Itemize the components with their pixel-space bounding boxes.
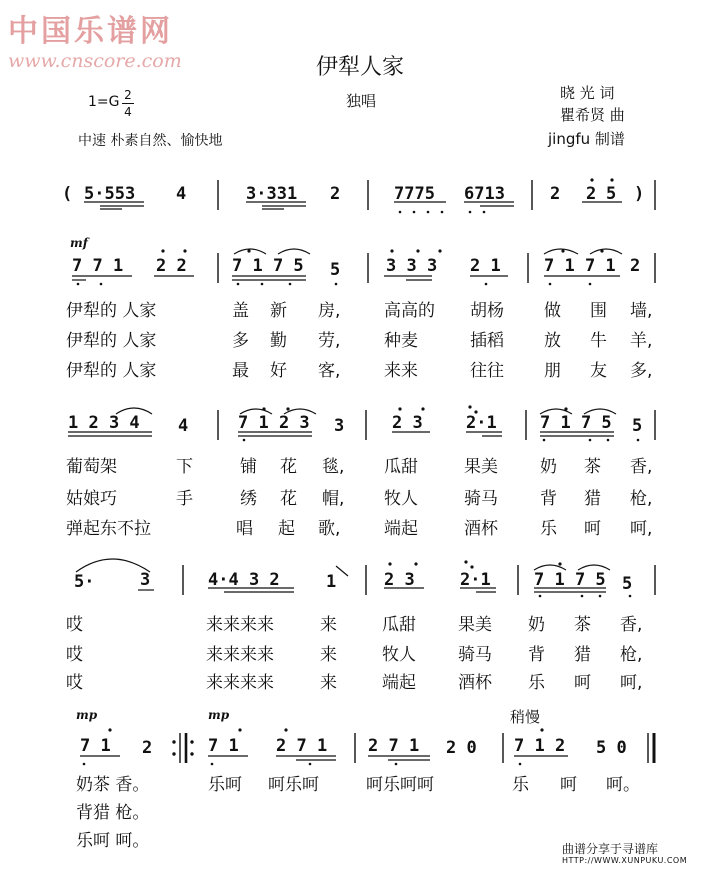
time-signature-top: 2 <box>124 88 132 102</box>
l2-v1-6: 做 <box>544 301 561 321</box>
l2-v3-1: 最 <box>232 361 249 381</box>
l3-v2-9: 枪, <box>630 489 653 509</box>
intro-notes-4: 2 <box>330 184 341 204</box>
l5-v1-1: 乐呵 <box>208 775 242 795</box>
l4-v1-2: 来 <box>320 615 337 635</box>
l4-notes-1: 5· <box>74 572 95 592</box>
l3-v3-3: 歌, <box>318 519 341 539</box>
dynamic-mf: mf <box>70 236 88 250</box>
l5-notes-1: 7 1 <box>80 736 111 756</box>
dynamic-mp-2: mp <box>208 708 230 722</box>
l4-notes-7: 7 1 7 5 <box>534 570 606 590</box>
l2-v3-7: 友 <box>590 361 607 381</box>
l4-v1-1: 来来来来 <box>206 615 274 635</box>
l3-v3-7: 呵 <box>584 519 601 539</box>
l4-v2-5: 背 <box>528 645 545 665</box>
watermark-title: 中国乐谱网 <box>8 14 173 49</box>
l4-v1-7: 香, <box>620 615 643 635</box>
l2-notes-1: 7 7 1 <box>72 256 124 276</box>
l3-notes-3: 7 1 2 3 <box>238 413 310 433</box>
arranger-credit: jingfu 制谱 <box>548 130 625 148</box>
l4-notes-6: 2·1 <box>460 570 491 590</box>
lyricist-credit: 晓 光 词 <box>560 84 615 102</box>
l3-v2-6: 骑马 <box>464 489 498 509</box>
l3-v2-1: 手 <box>176 489 193 509</box>
l2-v2-0: 伊犁的 人家 <box>66 331 157 351</box>
l2-v3-2: 好 <box>270 361 287 381</box>
l3-v3-5: 酒杯 <box>464 519 498 539</box>
l3-v3-0: 弹起东不拉 <box>66 519 151 539</box>
l3-v1-9: 香, <box>630 457 653 477</box>
l2-notes-8: 2 <box>630 256 641 276</box>
l2-v1-8: 墙, <box>630 301 653 321</box>
l4-notes-4: 1 <box>326 572 337 592</box>
l3-v1-4: 毯, <box>322 457 345 477</box>
l3-v2-8: 猎 <box>584 489 601 509</box>
l2-v3-8: 多, <box>630 361 653 381</box>
l3-v1-3: 花 <box>280 457 297 477</box>
l2-notes-4: 5 <box>330 260 341 280</box>
l2-notes-3: 7 1 7 5 <box>232 256 304 276</box>
l5-v1-0: 奶茶 香。 <box>76 775 150 795</box>
intro-notes-6: 6713 <box>464 184 505 204</box>
l2-v2-8: 羊, <box>630 331 653 351</box>
tempo-marking: 中速 朴素自然、愉快地 <box>78 133 223 149</box>
l4-notes-8: 5 <box>622 574 633 594</box>
l3-v2-5: 牧人 <box>384 489 418 509</box>
l2-v2-3: 劳, <box>318 331 341 351</box>
l2-notes-5: 3 3 3 <box>386 256 438 276</box>
l3-v3-1: 唱 <box>236 519 253 539</box>
intro-close-paren: ) <box>634 184 645 204</box>
l4-v3-5: 乐 <box>528 673 545 693</box>
dynamic-mp-1: mp <box>76 708 98 722</box>
l5-notes-2: 2 <box>142 738 153 758</box>
l4-v3-0: 哎 <box>66 673 83 693</box>
l5-v1-6: 呵。 <box>606 775 640 795</box>
l2-v2-4: 种麦 <box>384 331 418 351</box>
l3-v2-4: 帽, <box>322 489 345 509</box>
l3-v1-7: 奶 <box>540 457 557 477</box>
l5-notes-5: 2 7 1 <box>368 736 420 756</box>
l3-v1-0: 葡萄架 <box>66 457 117 477</box>
l4-v2-2: 来 <box>320 645 337 665</box>
song-title: 伊犁人家 <box>316 55 405 80</box>
l5-notes-7: 7 1 2 <box>514 736 566 756</box>
intro-open-paren: ( <box>62 184 73 204</box>
l2-v3-6: 朋 <box>544 361 561 381</box>
l4-v1-0: 哎 <box>66 615 83 635</box>
intro-notes-5: 7775 <box>394 184 435 204</box>
watermark-url: www.cnscore.com <box>8 50 182 72</box>
l2-v2-6: 放 <box>544 331 561 351</box>
intro-notes-8: 2 <box>586 184 597 204</box>
l4-v2-3: 牧人 <box>382 645 416 665</box>
l5-v2-0: 背猎 枪。 <box>76 803 150 823</box>
l4-v3-6: 呵 <box>574 673 591 693</box>
l2-v3-5: 往往 <box>470 361 504 381</box>
l4-notes-5: 2 3 <box>384 570 415 590</box>
l3-v1-8: 茶 <box>584 457 601 477</box>
l5-notes-6: 2 0 <box>446 738 477 758</box>
l2-v1-1: 盖 <box>232 301 249 321</box>
intro-notes-3: 3·331 <box>246 184 298 204</box>
l4-v3-4: 酒杯 <box>458 673 492 693</box>
l4-v3-3: 端起 <box>382 673 416 693</box>
l3-v2-7: 背 <box>540 489 557 509</box>
l2-notes-7: 7 1 7 1 <box>544 256 616 276</box>
l5-v3-0: 乐呵 呵。 <box>76 831 150 851</box>
l4-v1-5: 奶 <box>528 615 545 635</box>
l2-v2-2: 勤 <box>270 331 287 351</box>
l5-notes-8: 5 0 <box>596 738 627 758</box>
l2-v2-5: 插稻 <box>470 331 504 351</box>
l3-v3-4: 端起 <box>384 519 418 539</box>
l4-v1-4: 果美 <box>458 615 492 635</box>
l2-v1-5: 胡杨 <box>470 301 504 321</box>
footer-source: 曲谱分享于寻谱库 <box>562 842 659 856</box>
l4-v1-6: 茶 <box>574 615 591 635</box>
l3-notes-2: 4 <box>178 416 189 436</box>
l4-v1-3: 瓜甜 <box>382 615 416 635</box>
intro-notes-2: 4 <box>176 184 187 204</box>
l3-v3-2: 起 <box>278 519 295 539</box>
l4-v2-4: 骑马 <box>458 645 492 665</box>
key-signature: 1=G <box>88 94 120 110</box>
composer-credit: 瞿希贤 曲 <box>560 106 625 124</box>
l4-v2-6: 猎 <box>574 645 591 665</box>
l5-notes-3: 7 1 <box>208 736 239 756</box>
l3-v1-1: 下 <box>176 457 193 477</box>
l3-v1-5: 瓜甜 <box>384 457 418 477</box>
l4-v2-0: 哎 <box>66 645 83 665</box>
l4-v2-1: 来来来来 <box>206 645 274 665</box>
tempo-slow-marking: 稍慢 <box>510 708 541 726</box>
performance-type: 独唱 <box>346 92 377 110</box>
l3-v2-3: 花 <box>280 489 297 509</box>
footer-url: HTTP://WWW.XUNPUKU.COM <box>562 856 688 865</box>
intro-notes-7: 2 <box>550 184 561 204</box>
time-signature-bottom: 4 <box>124 105 132 119</box>
l3-notes-4: 3 <box>334 416 345 436</box>
l3-notes-8: 5 <box>632 416 643 436</box>
l3-notes-6: 2·1 <box>466 413 497 433</box>
l3-v2-2: 绣 <box>240 489 257 509</box>
repeat-dots <box>172 740 193 755</box>
l4-v3-2: 来 <box>320 673 337 693</box>
intro-notes-9: 5 <box>606 184 617 204</box>
l5-v1-3: 呵乐呵呵 <box>366 775 434 795</box>
l2-notes-2: 2 2 <box>156 256 187 276</box>
l3-v3-8: 呵, <box>630 519 653 539</box>
l4-v2-7: 枪, <box>620 645 643 665</box>
l3-v3-6: 乐 <box>540 519 557 539</box>
intro-notes-1: 5·553 <box>84 184 136 204</box>
l2-v1-4: 高高的 <box>384 301 435 321</box>
l3-notes-7: 7 1 7 5 <box>540 413 612 433</box>
l4-notes-2: 3 <box>140 570 151 590</box>
l3-notes-1: 1 2 3 4 <box>68 413 140 433</box>
l2-v1-3: 房, <box>318 301 341 321</box>
l5-v1-5: 呵 <box>560 775 577 795</box>
l2-v2-7: 牛 <box>590 331 607 351</box>
l2-v1-0: 伊犁的 人家 <box>66 301 157 321</box>
l4-notes-3: 4·4 3 2 <box>208 570 280 590</box>
l3-v1-6: 果美 <box>464 457 498 477</box>
l2-v2-1: 多 <box>232 331 249 351</box>
l2-v3-4: 来来 <box>384 361 418 381</box>
l2-v1-7: 围 <box>590 301 607 321</box>
l3-v1-2: 铺 <box>240 457 257 477</box>
l2-v1-2: 新 <box>270 301 287 321</box>
l5-v1-2: 呵乐呵 <box>268 775 319 795</box>
l4-v3-7: 呵, <box>620 673 643 693</box>
l5-notes-4: 2 7 1 <box>276 736 328 756</box>
l3-notes-5: 2 3 <box>392 413 423 433</box>
l5-v1-4: 乐 <box>512 775 529 795</box>
l3-v2-0: 姑娘巧 <box>66 489 117 509</box>
l4-v3-1: 来来来来 <box>206 673 274 693</box>
l2-notes-6: 2 1 <box>470 256 501 276</box>
l2-v3-3: 客, <box>318 361 341 381</box>
l2-v3-0: 伊犁的 人家 <box>66 361 157 381</box>
